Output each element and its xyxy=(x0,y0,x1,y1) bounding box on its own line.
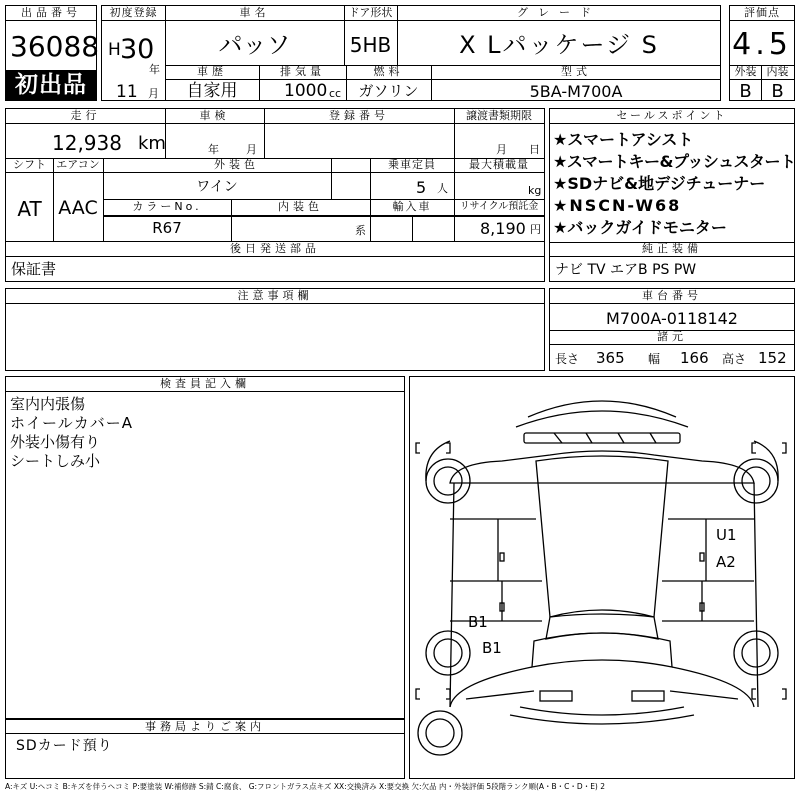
displacement-unit: cc xyxy=(329,87,342,100)
later-parts-box xyxy=(5,242,545,282)
dims-height-value: 152 xyxy=(758,349,787,367)
door-value: 5HB xyxy=(349,33,392,57)
reg-year-unit: 年 xyxy=(149,63,160,76)
inspector-line: 外装小傷有り xyxy=(10,433,101,451)
inspection-header: 車検 xyxy=(165,109,264,124)
legend-text: A:キズ U:ヘコミ B:キズを伴うヘコミ P:要塗装 W:補修跡 S:錆 C:腐食、 G:フロントガラス点キズ XX:交換済み X:要交換 欠:欠品 内・外装評価 5段階ランク順(A・B・C・D・E) 2 xyxy=(5,782,606,791)
model-header: 型式 xyxy=(431,65,721,80)
dims-length-value: 365 xyxy=(596,349,625,367)
color-no-value: R67 xyxy=(152,219,182,237)
ext-score-value: B xyxy=(739,81,752,102)
recycle-header: リサイクル預託金 xyxy=(454,199,544,216)
inspector-line: ホイールカバーA xyxy=(10,414,133,432)
displacement-value: 1000 xyxy=(284,81,328,101)
sales-point-item: ★バックガイドモニター xyxy=(553,218,727,237)
ext-color-value: ワイン xyxy=(196,179,238,195)
grade-header: グレード xyxy=(397,6,721,21)
aircon-value: AAC xyxy=(58,197,98,219)
damage-mark-b1-rear: B1 xyxy=(482,639,502,657)
dims-height-label: 高さ xyxy=(722,352,747,366)
chassis-value: M700A-0118142 xyxy=(606,309,738,328)
reg-year: 30 xyxy=(120,34,155,65)
equipment-header: 純正装備 xyxy=(550,242,794,257)
lot-number: 36088 xyxy=(10,30,100,63)
reg-month-unit: 月 xyxy=(148,87,159,100)
inspector-header: 検査員記入欄 xyxy=(6,377,404,392)
score-box xyxy=(729,5,795,101)
capacity-value: 5 xyxy=(416,178,427,197)
int-color-header: 内装色 xyxy=(231,199,370,216)
first-listing-badge: 初出品 xyxy=(6,70,96,100)
transfer-header: 譲渡書類期限 xyxy=(454,109,544,124)
capacity-header: 乗車定員 xyxy=(370,158,454,173)
office-value: SDカード預り xyxy=(16,738,113,754)
capacity-unit: 人 xyxy=(437,182,448,195)
recycle-unit: 円 xyxy=(530,223,541,236)
recycle-value: 8,190 xyxy=(480,219,526,238)
plate-header: 登録番号 xyxy=(264,109,454,124)
fuel-header: 燃料 xyxy=(346,65,431,80)
damage-mark-a2: A2 xyxy=(716,553,736,571)
int-score-header: 内装 xyxy=(761,65,794,80)
ext-color-header: 外装色 xyxy=(103,158,370,173)
dims-length-label: 長さ xyxy=(555,352,580,366)
mileage-value: 12,938 xyxy=(52,131,122,155)
sales-points-header: セールスポイント xyxy=(550,109,794,124)
damage-mark-b1-left: B1 xyxy=(468,613,488,631)
dims-width-value: 166 xyxy=(680,349,709,367)
int-color-unit: 系 xyxy=(355,224,366,237)
shift-value: AT xyxy=(17,197,42,221)
damage-mark-u1: U1 xyxy=(716,526,737,544)
lot-header: 出品番号 xyxy=(6,6,96,21)
history-header: 車歴 xyxy=(165,65,259,80)
history-value: 自家用 xyxy=(186,81,238,101)
displacement-header: 排気量 xyxy=(259,65,346,80)
notes-box xyxy=(5,288,545,371)
ext-score-header: 外装 xyxy=(730,65,761,80)
main-info-box xyxy=(101,5,721,101)
door-header: ドア形状 xyxy=(344,6,397,21)
reg-month: 11 xyxy=(116,82,138,102)
office-header: 事務局よりご案内 xyxy=(6,719,404,734)
dims-header: 諸元 xyxy=(550,330,794,345)
car-name-header: 車名 xyxy=(165,6,344,21)
transfer-month-unit: 月 xyxy=(496,143,507,156)
score-value: 4.5 xyxy=(732,27,792,62)
chassis-header: 車台番号 xyxy=(550,289,794,304)
later-parts-value: 保証書 xyxy=(11,260,57,278)
office-box xyxy=(5,719,405,779)
sales-point-item: ★スマートキー&プッシュスタート xyxy=(553,152,796,171)
inspection-year-unit: 年 xyxy=(208,143,219,156)
car-diagram xyxy=(410,377,794,778)
aircon-header: エアコン xyxy=(53,158,103,173)
sales-points-box xyxy=(549,108,795,282)
score-header: 評価点 xyxy=(730,6,794,21)
shift-header: シフト xyxy=(6,158,53,173)
max-load-unit: kg xyxy=(528,184,542,197)
chassis-box xyxy=(549,288,795,371)
car-diagram-box xyxy=(409,376,795,779)
mileage-header: 走行 xyxy=(6,109,165,124)
mileage-unit: km xyxy=(138,133,166,154)
inspector-line: シートしみ小 xyxy=(10,452,101,470)
notes-header: 注意事項欄 xyxy=(6,289,544,304)
car-name-value: パッソ xyxy=(218,31,291,59)
transfer-day-unit: 日 xyxy=(529,143,540,156)
max-load-header: 最大積載量 xyxy=(454,158,544,173)
dims-width-label: 幅 xyxy=(648,352,661,366)
reg-era: H xyxy=(108,40,121,60)
inspector-box xyxy=(5,376,405,719)
sales-point-item: ★SDナビ&地デジチューナー xyxy=(553,174,766,193)
details-box xyxy=(5,108,545,242)
reg-header: 初度登録 xyxy=(102,6,165,21)
import-header: 輸入車 xyxy=(370,199,454,216)
inspector-line: 室内内張傷 xyxy=(10,395,86,413)
sales-point-item: ★スマートアシスト xyxy=(553,130,694,149)
grade-value: X Lパッケージ S xyxy=(459,31,659,59)
equipment-value: ナビ TV エアB PS PW xyxy=(555,262,697,278)
color-no-header: カラーNo. xyxy=(103,199,231,216)
int-score-value: B xyxy=(771,81,784,102)
sales-point-item: ★NSCN-W68 xyxy=(553,196,682,215)
fuel-value: ガソリン xyxy=(358,82,419,100)
lot-box xyxy=(5,5,100,101)
model-value: 5BA-M700A xyxy=(529,82,623,101)
inspection-month-unit: 月 xyxy=(246,143,257,156)
later-parts-header: 後日発送部品 xyxy=(6,242,544,257)
